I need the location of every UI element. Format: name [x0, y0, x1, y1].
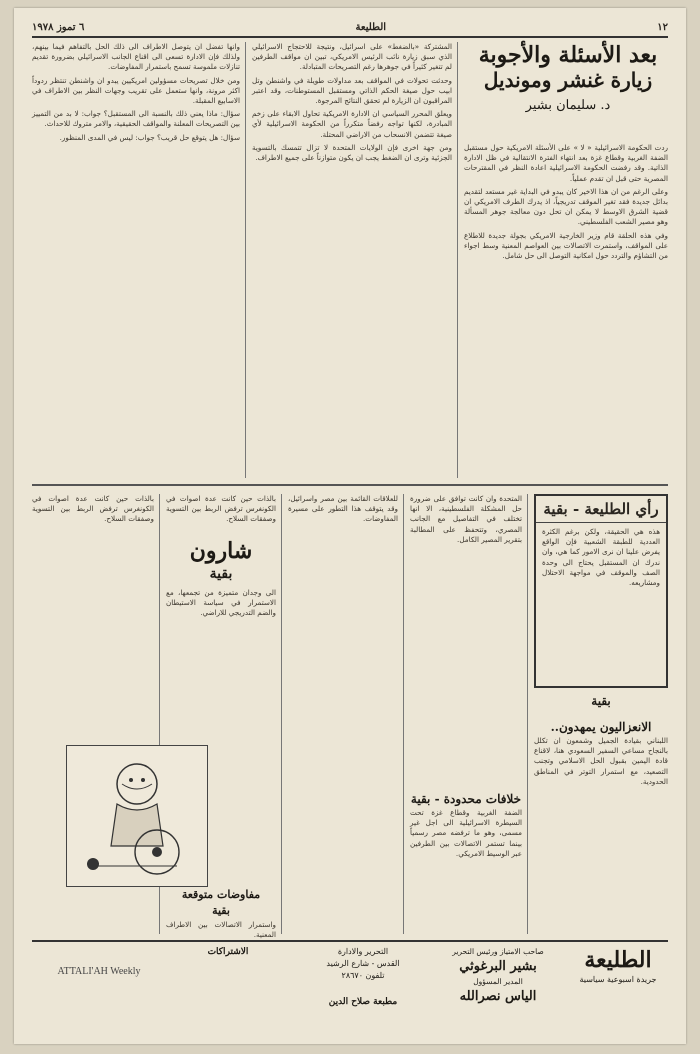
main-article-col-right — [464, 143, 668, 478]
bottom-col-b — [288, 494, 398, 934]
paragraph: واستمرار الاتصالات بين الاطراف المعنية. — [166, 920, 276, 940]
masthead-block — [568, 946, 668, 1028]
manager-name: الياس نصرالله — [459, 989, 537, 1004]
bottom-col-d — [32, 494, 154, 734]
column-divider — [403, 494, 404, 934]
masthead-footer — [32, 940, 668, 1034]
column-divider — [245, 42, 246, 478]
address-block — [298, 946, 428, 1028]
editorial-ending: بقية — [591, 694, 611, 708]
isolationists-headline: الانعزاليون يمهدون.. — [550, 720, 652, 734]
printer: مطبعة صلاح الدين — [328, 997, 398, 1007]
sharon-headline: شارون — [189, 538, 253, 564]
main-article-col-left — [32, 42, 240, 478]
subscriptions-block — [168, 946, 288, 1028]
paragraph: بالذات حين كانت عدة اصوات في الكونغرس ترفض الربط بين التسوية وصفقات السلاح. — [166, 494, 276, 524]
paragraph: وحدثت تحولات في المواقف بعد مداولات طويلة في واشنطن وتل ابيب حول صيغة الحكم الذاتي ومستقبل المستوطنات، وقد اعتبر المراقبون ان الزيارة لم تحقق النتائج المرجوة. — [252, 75, 452, 106]
masthead-title: الطليعة — [584, 947, 652, 973]
address-label: التحرير والادارة — [337, 947, 389, 956]
limited-disputes-headline: خلافات محدودة - بقية — [410, 792, 522, 806]
editor-label: صاحب الامتياز ورئيس التحرير — [452, 947, 544, 956]
english-stamp: ATTALI'AH Weekly — [57, 966, 141, 977]
paragraph: الضفة الغربية وقطاع غزة تحت السيطرة الاسرائيلية الى اجل غير مسمى، وهو ما ترفضه مصر رسمياً بينما تستمر الاتصالات بين الطرفين عبر الوسيط الامريكي. — [410, 808, 522, 858]
paragraph: وانها تفضل ان يتوصل الاطراف الى ذلك الحل بالتفاهم فيما بينهم، ولذلك فإن الادارة تسعى الى اقناع الجانب الاسرائيلي بضرورة تقديم تنازلات ملموسة تسمح باستمرار المفاوضات. — [32, 42, 240, 72]
column-divider — [457, 42, 458, 478]
main-headline — [468, 42, 668, 116]
paragraph: بالذات حين كانت عدة اصوات في الكونغرس ترفض الربط بين التسوية وصفقات السلاح. — [32, 494, 154, 524]
paragraph: ردت الحكومة الاسرائيلية « لا » على الأسئلة الامريكية حول مستقبل الضفة الغربية وقطاع غزة بعد انتهاء الفترة الانتقالية في ظل الادارة الذاتية. وقد رفضت الحكومة الاسرائيلية اعادة النظر في المقترحات المصرية حتى قبل ان تقدم عملياً. — [464, 143, 668, 183]
paragraph: اللبناني بقيادة الجميل وشمعون ان تكلل بالنجاح مساعي السفير السعودي هنا، لاقناع قادة اليمين بقبول الحل الاسلامي وتجنب التصعيد، مع استمرار التوتر في المناطق الحدودية. — [534, 736, 668, 786]
headline-line1: بعد الأسئلة والأجوبة — [478, 42, 658, 68]
headline-line2: زيارة غنشر ومونديل — [483, 68, 653, 92]
paragraph: ومن خلال تصريحات مسؤولين امريكيين يبدو ان واشنطن تنتظر ردوداً اكثر مرونة، وانها ستعمل على تقريب وجهات النظر بين الاطراف في الاسابيع المقبلة. — [32, 75, 240, 106]
paragraph: سؤال: هل يتوقع حل قريب؟ جواب: ليس في المدى المنظور. — [59, 132, 240, 142]
page-number: ١٢ — [657, 21, 668, 33]
editorial-box — [534, 494, 668, 688]
page-header — [32, 18, 668, 38]
masthead-subtitle: جريدة اسبوعية سياسية — [579, 975, 657, 984]
editorial-title: رأي الطليعة - بقية — [536, 496, 666, 523]
paragraph: الى وجدان متميزة من تجمعها، مع الاستمرار في سياسة الاستيطان والضم التدريجي للاراضي. — [166, 588, 276, 618]
paragraph: للعلاقات القائمة بين مصر واسرائيل، وقد يتوقف هذا التطور على مسيرة المفاوضات. — [288, 494, 398, 524]
isolationists-body — [534, 736, 668, 932]
editorial-body: هذه هي الحقيقة، ولكن برغم الكثرة العددية للطبقة الشعبية فإن الواقع يفرض علينا ان نرى الامور كما هي، وان ندرك ان المستقبل يحتاج الى وحدة الصف والموقف في مواجهة الاحتلال ومشاريعه. — [542, 527, 660, 588]
publication-name: الطليعة — [355, 21, 387, 33]
bottom-col-c-top — [166, 494, 276, 534]
section-divider — [32, 484, 668, 486]
caricature-svg — [67, 746, 207, 886]
phone: تلفون ٢٨٦٧٠ — [341, 971, 385, 980]
manager-label: المدير المسؤول — [473, 977, 523, 986]
newspaper-page — [14, 8, 686, 1044]
main-article-col-middle — [252, 42, 452, 478]
expected-sub: بقية — [212, 904, 230, 917]
paragraph: ومن جهة اخرى فإن الولايات المتحدة لا تزال تتمسك بالتسوية الجزئية وترى ان الضغط يجب ان يكون متوازناً على جميع الاطراف. — [252, 142, 452, 163]
paragraph: المشتركة «بالضغط» على اسرائيل، ونتيجة للاحتجاج الاسرائيلي الذي سبق زيارة نائب الرئيس الامريكي، تبين ان مواقف الطرفين لم تتغير كثيراً في جوهرها رغم التصريحات المتبادلة. — [252, 42, 452, 72]
bottom-col-a — [410, 494, 522, 754]
caricature-drawing — [66, 745, 208, 887]
expected-headline: مفاوضات متوقعة — [181, 888, 261, 901]
address: القدس - شارع الرشيد — [326, 959, 400, 968]
paragraph: وعلى الرغم من ان هذا الاخير كان يبدو في البداية غير مستعد لتقديم بدائل جديدة فقد تغير الموقف تدريجياً، اذ يدرك الطرف الامريكي ان قضية الشرق الاوسط لا يمكن ان تحل دون معالجة جوهر المسألة وهو مصير الشعب الفلسطيني. — [464, 186, 668, 227]
editor-name: بشير البرغوثي — [459, 959, 537, 974]
paragraph: المتحدة وان كانت توافق على ضرورة حل المشكلة الفلسطينية، الا انها تختلف في التفاصيل مع الجانب المصري، وتتحفظ على المطالبة بتقرير المصير الكامل. — [410, 494, 522, 544]
column-divider — [527, 494, 528, 934]
issue-date: ٦ تموز ١٩٧٨ — [32, 21, 85, 33]
paragraph: ويعلق المحرر السياسي ان الادارة الامريكية تحاول الابقاء على زخم المبادرة، لكنها تواجه رفضاً متكرراً من الحكومة الاسرائيلية لأي صيغة تتضمن الانسحاب من الاراضي المحتلة. — [252, 109, 452, 139]
limited-disputes-body — [410, 808, 522, 932]
editor-block — [438, 946, 558, 1028]
sharon-sub: بقية — [209, 566, 233, 582]
expected-body — [166, 920, 276, 940]
paragraph: سؤال: ماذا يعني ذلك بالنسبة الى المستقبل؟ جواب: لا بد من التمييز بين التصريحات المعلنة والمواقف الحقيقية، والامر متروك للاحداث. — [32, 109, 240, 129]
author-byline: د. سليمان بشير — [525, 98, 611, 113]
subscriptions-label: الاشتراكات — [207, 947, 249, 957]
paragraph: وفي هذه الحلقة قام وزير الخارجية الامريكي بجولة جديدة للاطلاع على المواقف، واستمرت الاتصالات بين العواصم المعنية وسط اجواء من التشاؤم والتردد حول امكانية التوصل الى حل شامل. — [464, 230, 668, 261]
column-divider — [281, 494, 282, 934]
